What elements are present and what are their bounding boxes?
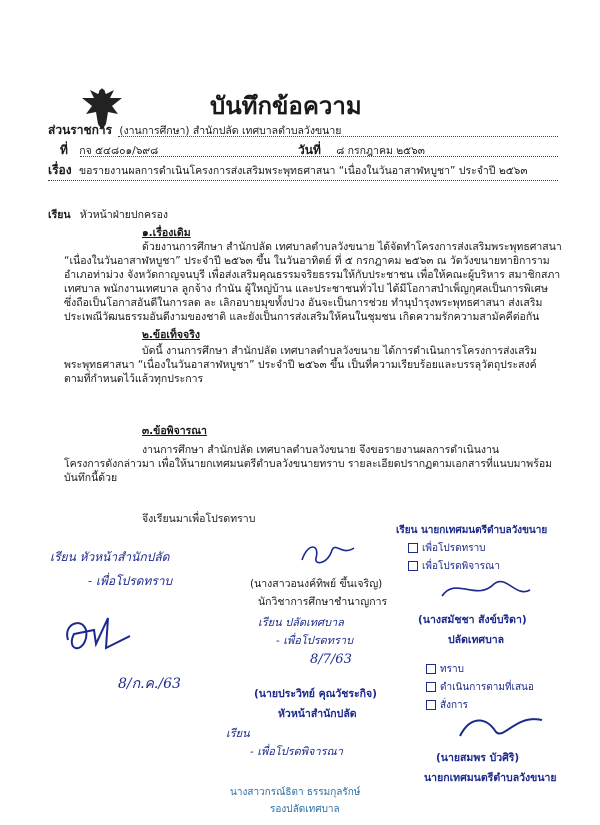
option-checkbox[interactable]	[408, 561, 418, 571]
paragraph-line: งานการศึกษา สำนักปลัด เทศบาลตำบลวังขนาย จึงขอรายงานผลการดำเนินงาน	[142, 444, 500, 456]
option-2-label: เพื่อโปรดพิจารณา	[422, 561, 500, 572]
chief-note-1: เรียน	[226, 727, 250, 740]
mayor-position: นายกเทศมนตรีตำบลวังขนาย	[424, 772, 557, 784]
clerk-signature	[436, 572, 536, 608]
check-checkbox[interactable]	[426, 700, 436, 710]
section1-paragraph	[64, 240, 564, 324]
left-signature	[60, 610, 140, 660]
section1-heading: ๑.เรื่องเดิม	[142, 227, 191, 239]
check-3-label: สั่งการ	[440, 700, 469, 711]
mayor-name: (นายสมพร บัวศิริ)	[436, 752, 520, 764]
closing-text: จึงเรียนมาเพื่อโปรดทราบ	[142, 513, 256, 525]
paragraph-line: บัดนี้ งานการศึกษา สำนักปลัด เทศบาลตำบลวังขนาย ได้การดำเนินการโครงการส่งเสริม	[142, 345, 538, 357]
chief-name: (นายประวิทย์ คุณวัชระกิจ)	[254, 688, 377, 700]
salutation-value: หัวหน้าฝ่ายปกครอง	[79, 209, 169, 221]
paragraph-line: โครงการดังกล่าวมา เพื่อให้นายกเทศมนตรีตำบลวังขนายทราบ รายละเอียดปรากฏตามเอกสารที่แนบมาพร้อม	[64, 458, 553, 470]
paragraph-line: พระพุทธศาสนา “เนื่องในวันอาสาฬหบูชา” ประจำปี ๒๕๖๓ ขึ้น เป็นที่ความเรียบร้อยและบรรลุวัตถุประสงค์	[64, 359, 537, 371]
paragraph-line: ซึ่งถือเป็นโอกาสอันดีในการลด ละ เลิกอบายมุขทั้งปวง อันจะเป็นการช่วย ทำนุบำรุงพระพุทธศาสนา ส่งเสริม	[64, 297, 543, 309]
check-checkbox[interactable]	[426, 664, 436, 674]
section2-heading: ๒.ข้อเท็จจริง	[142, 329, 200, 341]
check-1-label: ทราบ	[440, 664, 464, 675]
section2-paragraph	[64, 344, 564, 386]
option-checkbox[interactable]	[408, 543, 418, 553]
stamp-position: รองปลัดเทศบาล	[270, 804, 340, 815]
left-date: 8/ก.ค./63	[118, 676, 181, 692]
mayor-signature	[456, 710, 546, 744]
chief-position: หัวหน้าสำนักปลัด	[278, 708, 357, 720]
paragraph-line: ด้วยงานการศึกษา สำนักปลัด เทศบาลตำบลวังขนาย ได้จัดทำโครงการส่งเสริมพระพุทธศาสนา	[142, 241, 562, 253]
subject-label: เรื่อง	[48, 163, 72, 177]
check-2-label: ดำเนินการตามที่เสนอ	[440, 682, 534, 693]
section3-paragraph	[64, 443, 564, 485]
date-value: ๘ กรกฎาคม ๒๕๖๓	[336, 145, 425, 157]
author-signature	[298, 540, 358, 570]
agency-label: ส่วนราชการ	[48, 123, 113, 137]
section3-heading: ๓.ข้อพิจารณา	[142, 425, 207, 437]
subject-value: ขอรายงานผลการดำเนินโครงการส่งเสริมพระพุทธศาสนา “เนื่องในวันอาสาฬหบูชา” ประจำปี ๒๕๖๓	[78, 165, 528, 177]
author-name: (นางสาวอนงค์ทิพย์ ขึ้นเจริญ)	[250, 578, 383, 590]
author-position: นักวิชาการศึกษาชำนาญการ	[258, 596, 388, 608]
clerk-name: (นางสมัชชา สังข์บริดา)	[418, 614, 527, 626]
paragraph-line: “เนื่องในวันอาสาฬหบูชา” ประจำปี ๒๕๖๓ ขึ้น ในวันอาทิตย์ ที่ ๕ กรกฎาคม ๒๕๖๓ ณ วัดวังขนายทายิการาม	[64, 255, 550, 267]
agency-value: (งานการศึกษา) สำนักปลัด เทศบาลตำบลวังขนาย	[119, 125, 342, 137]
ref-value: กจ ๕๔๘๐๑/๖๙๘	[79, 145, 159, 157]
date-label: วันที่	[298, 143, 321, 157]
chief-note-2: - เพื่อโปรดพิจารณา	[250, 745, 343, 758]
document-title: บันทึกข้อความ	[210, 92, 362, 120]
paragraph-line: เทศบาล พนักงานเทศบาล ลูกจ้าง กำนัน ผู้ใหญ่บ้าน และประชาชนทั่วไป ได้มีโอกาสบำเพ็ญกุศลเป็นการพิเศษ	[64, 283, 548, 295]
mayor-box-to: เรียน นายกเทศมนตรีตำบลวังขนาย	[396, 525, 548, 536]
paragraph-line: ตามที่กำหนดไว้แล้วทุกประการ	[64, 373, 204, 385]
stamp-name: นางสาวกรณ์ธิตา ธรรมกุลรักษ์	[230, 787, 361, 798]
paragraph-line: บันทึกนี้ด้วย	[64, 472, 118, 484]
left-note-1: เรียน หัวหน้าสำนักปลัด	[50, 550, 170, 564]
mid-note-2: - เพื่อโปรดทราบ	[276, 634, 354, 647]
salutation-label: เรียน	[48, 209, 71, 221]
left-note-2: - เพื่อโปรดทราบ	[88, 574, 173, 588]
mayor-routing-box	[396, 524, 586, 814]
mid-date: 8/7/63	[310, 652, 352, 667]
option-1-label: เพื่อโปรดทราบ	[422, 543, 486, 554]
clerk-position: ปลัดเทศบาล	[448, 634, 505, 646]
ref-label: ที่	[60, 143, 68, 157]
paragraph-line: ประเพณีวัฒนธรรมอันดีงามของชาติ และยังเป็นการส่งเสริมให้คนในชุมชน เกิดความรักความสามัคคีต่อกัน	[64, 311, 540, 323]
mid-note-1: เรียน ปลัดเทศบาล	[258, 616, 344, 629]
paragraph-line: อำเภอท่าม่วง จังหวัดกาญจนบุรี เพื่อส่งเสริมคุณธรรมจริยธรรมให้กับประชาชน เพื่อให้คณะผู้บริหาร สมาชิกสภา	[64, 269, 561, 281]
check-checkbox[interactable]	[426, 682, 436, 692]
